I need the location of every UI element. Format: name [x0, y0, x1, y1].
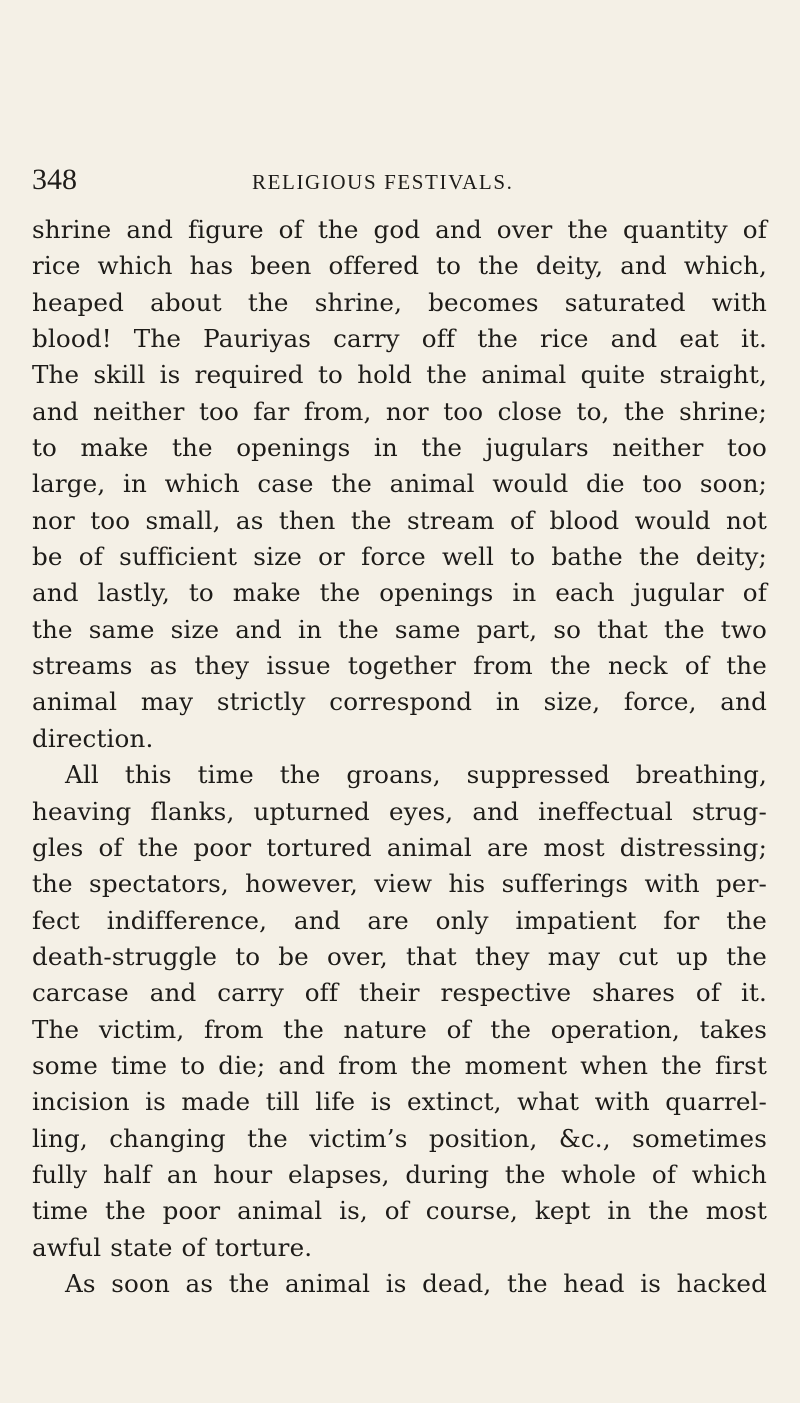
- text-line: gles of the poor tortured animal are most distressing;: [32, 832, 767, 862]
- body-text: [32, 212, 767, 1302]
- text-line: incision is made till life is extinct, what with quarrel-: [32, 1087, 767, 1117]
- text-line: streams as they issue together from the neck of the: [32, 651, 767, 681]
- text-line: direction.: [32, 723, 154, 753]
- text-line: large, in which case the animal would die too soon;: [32, 469, 767, 499]
- text-line: nor too small, as then the stream of blood would not: [32, 505, 767, 535]
- text-line: animal may strictly correspond in size, force, and: [32, 687, 767, 717]
- text-line: some time to die; and from the moment when the first: [32, 1050, 767, 1080]
- text-line: the same size and in the same part, so that the two: [32, 614, 767, 644]
- text-line: fully half an hour elapses, during the whole of which: [32, 1159, 767, 1189]
- text-line: heaped about the shrine, becomes saturated with: [32, 287, 767, 317]
- page-header: [32, 160, 766, 200]
- text-line: and lastly, to make the openings in each jugular of: [32, 578, 767, 608]
- running-head: RELIGIOUS FESTIVALS.: [252, 170, 514, 194]
- text-line: heaving flanks, upturned eyes, and ineffectual strug-: [32, 796, 767, 826]
- page-number: 348: [32, 163, 77, 196]
- text-line: The victim, from the nature of the operation, takes: [32, 1014, 767, 1044]
- text-line: All this time the groans, suppressed breathing,: [65, 760, 767, 790]
- text-line: rice which has been offered to the deity, and which,: [32, 251, 767, 281]
- text-line: to make the openings in the jugulars neither too: [32, 433, 767, 463]
- text-line: death-struggle to be over, that they may cut up the: [32, 941, 767, 971]
- text-line: fect indifference, and are only impatient for the: [32, 905, 767, 935]
- text-line: The skill is required to hold the animal quite straight,: [32, 360, 767, 390]
- text-line: time the poor animal is, of course, kept in the most: [32, 1196, 767, 1226]
- text-line: ling, changing the victim’s position, &c., sometimes: [32, 1123, 767, 1153]
- text-line: blood! The Pauriyas carry off the rice and eat it.: [32, 324, 767, 354]
- text-line: be of sufficient size or force well to bathe the deity;: [32, 542, 767, 572]
- text-line: shrine and figure of the god and over the quantity of: [32, 215, 767, 244]
- text-line: and neither too far from, nor too close to, the shrine;: [32, 396, 767, 426]
- text-line: As soon as the animal is dead, the head is hacked: [65, 1268, 767, 1298]
- text-line: awful state of torture.: [32, 1232, 313, 1262]
- text-line: carcase and carry off their respective shares of it.: [32, 978, 767, 1008]
- text-line: the spectators, however, view his sufferings with per-: [32, 869, 767, 899]
